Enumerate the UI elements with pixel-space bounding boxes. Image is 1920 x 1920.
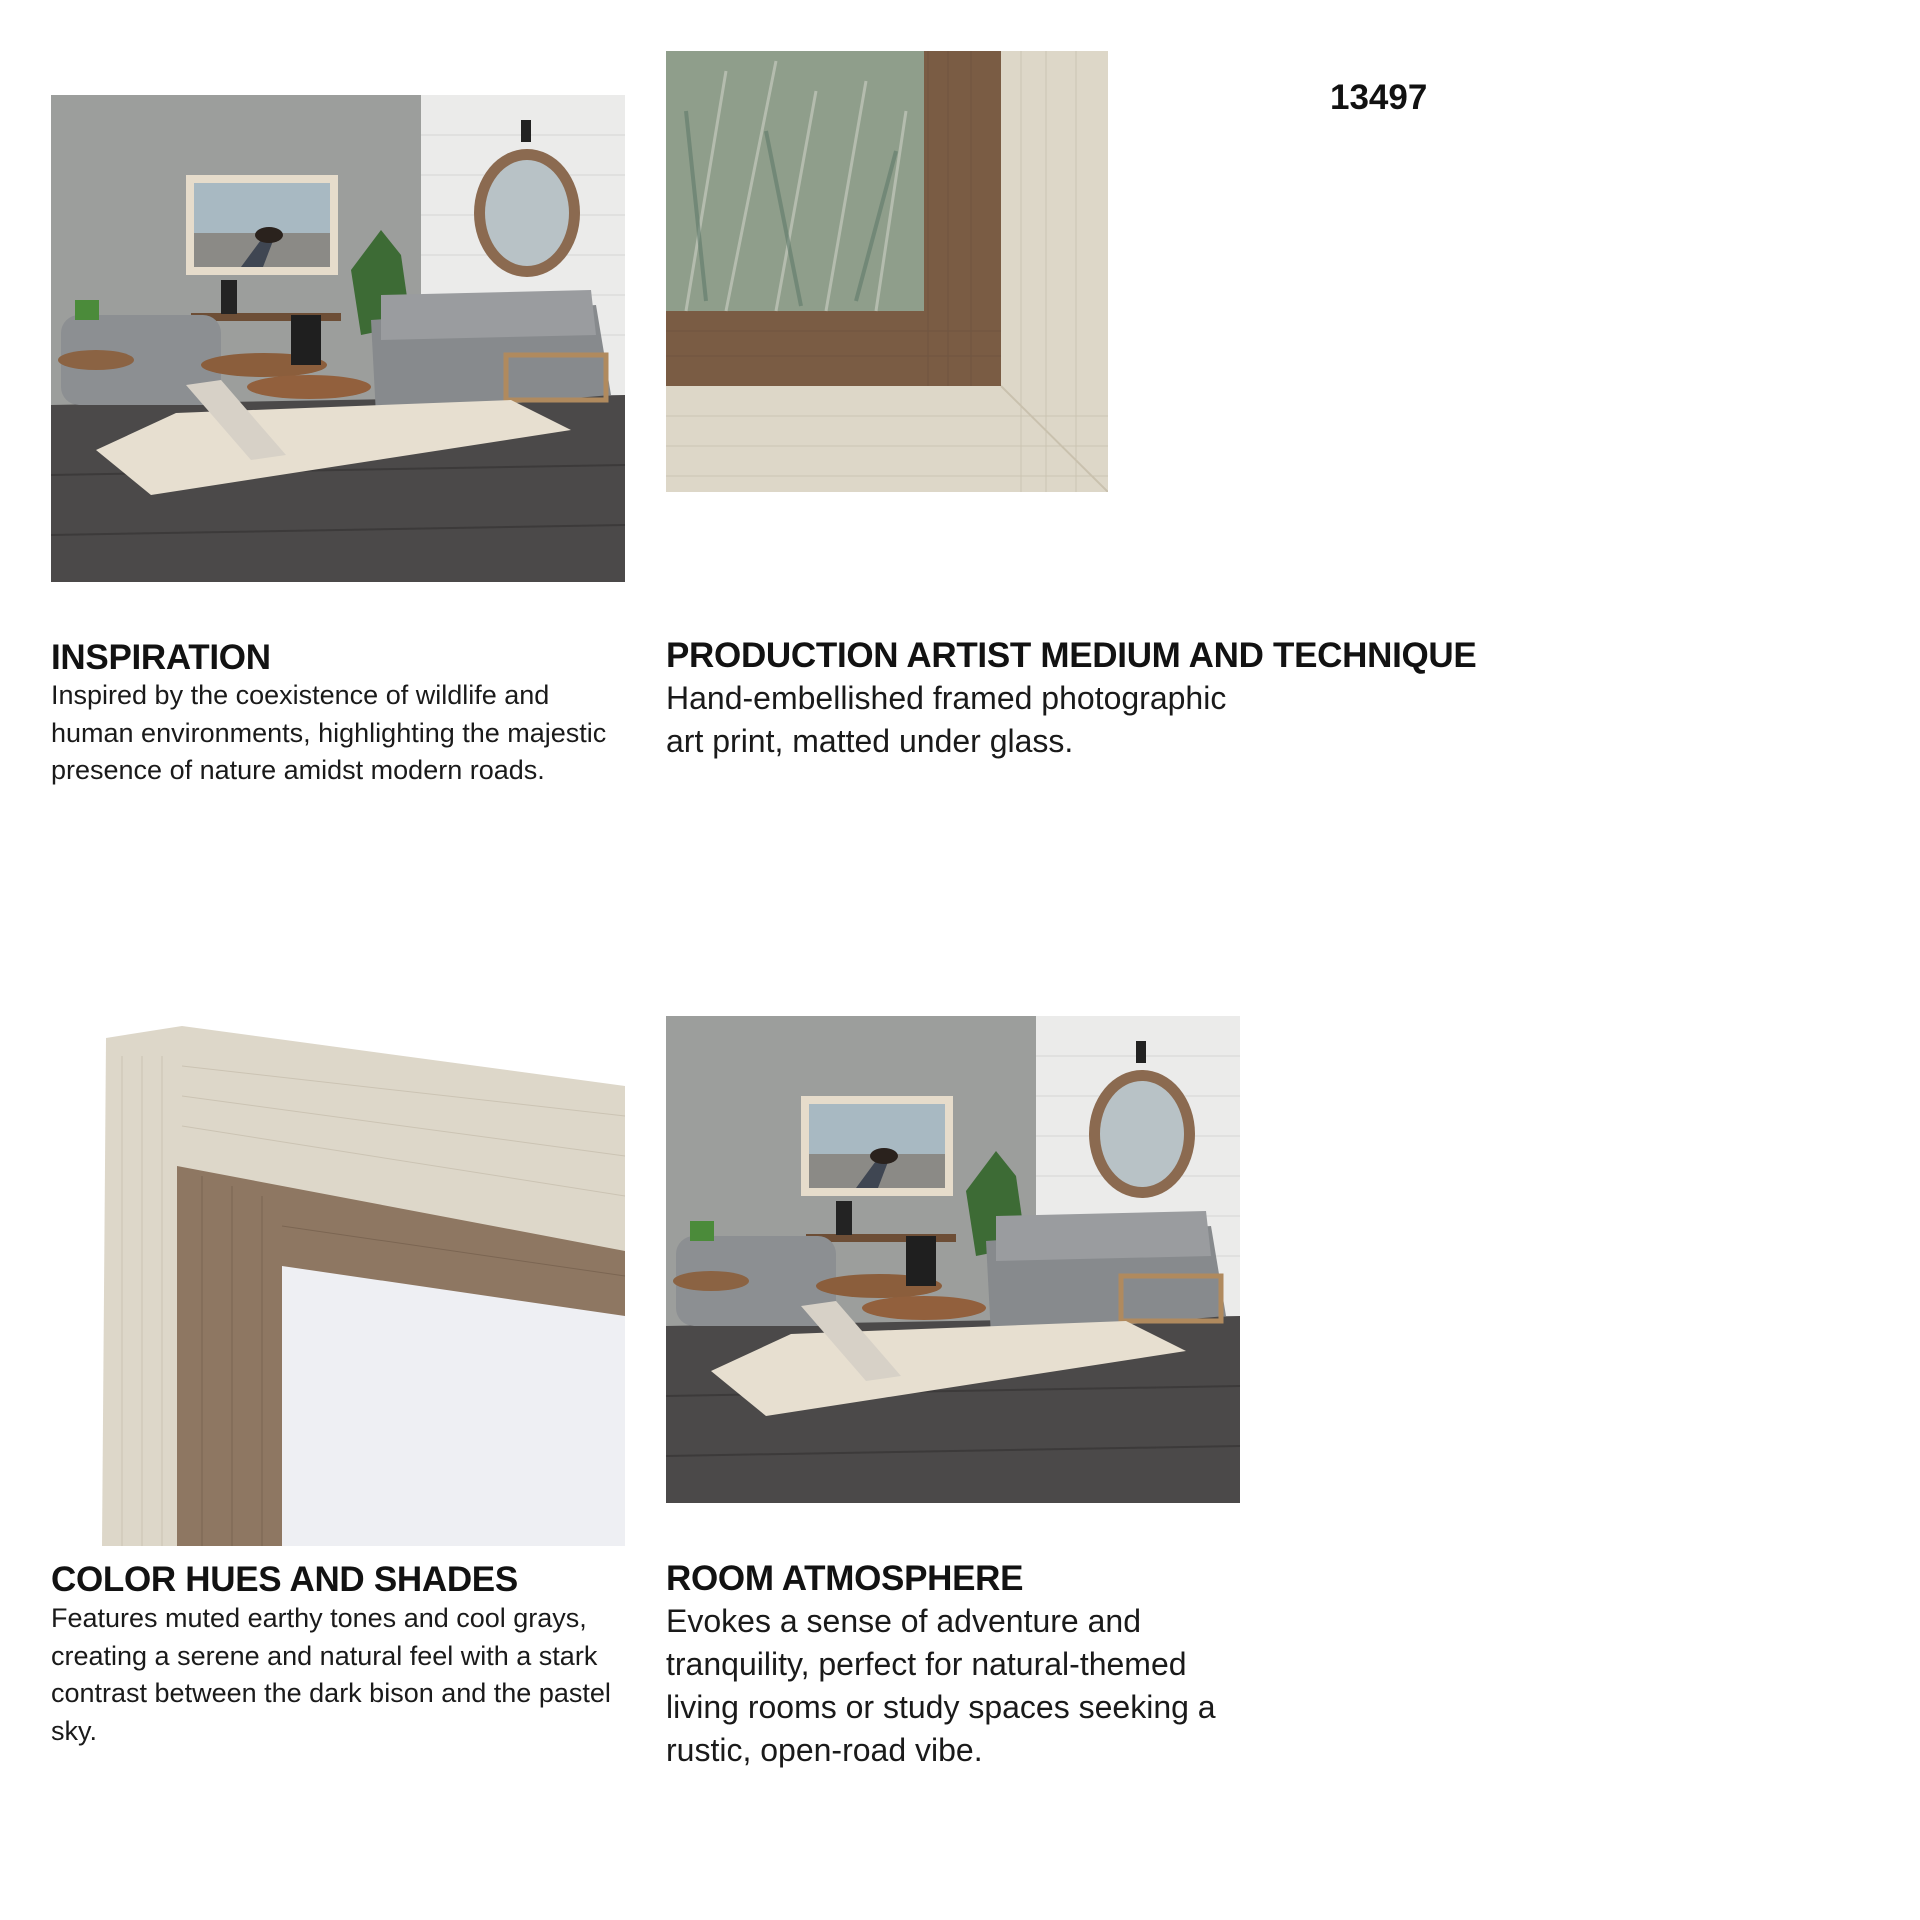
- production-heading: PRODUCTION ARTIST MEDIUM AND TECHNIQUE: [666, 636, 1477, 675]
- frame-corner-photo-bottom: [102, 1026, 625, 1546]
- room-atmosphere-heading: ROOM ATMOSPHERE: [666, 1559, 1024, 1598]
- color-hues-text: Features muted earthy tones and cool grays, creating a serene and natural feel with a stark contrast between the dark bison and the pastel sky.: [51, 1603, 611, 1746]
- room-atmosphere-text: Evokes a sense of adventure and tranquility, perfect for natural-themed living rooms or study spaces seeking a rustic, open-road vibe.: [666, 1603, 1216, 1768]
- product-code: 13497: [1330, 78, 1428, 117]
- room-photo-bottom: [666, 1016, 1240, 1503]
- production-line-2: art print, matted under glass.: [666, 723, 1074, 759]
- production-line-1: Hand-embellished framed photographic: [666, 680, 1227, 716]
- frame-corner-photo-top: [666, 51, 1108, 492]
- inspiration-text: Inspired by the coexistence of wildlife and human environments, highlighting the majestic presence of nature amidst modern roads.: [51, 680, 607, 785]
- color-hues-heading: COLOR HUES AND SHADES: [51, 1560, 518, 1599]
- inspiration-heading: INSPIRATION: [51, 638, 271, 677]
- room-photo-top: [51, 95, 625, 582]
